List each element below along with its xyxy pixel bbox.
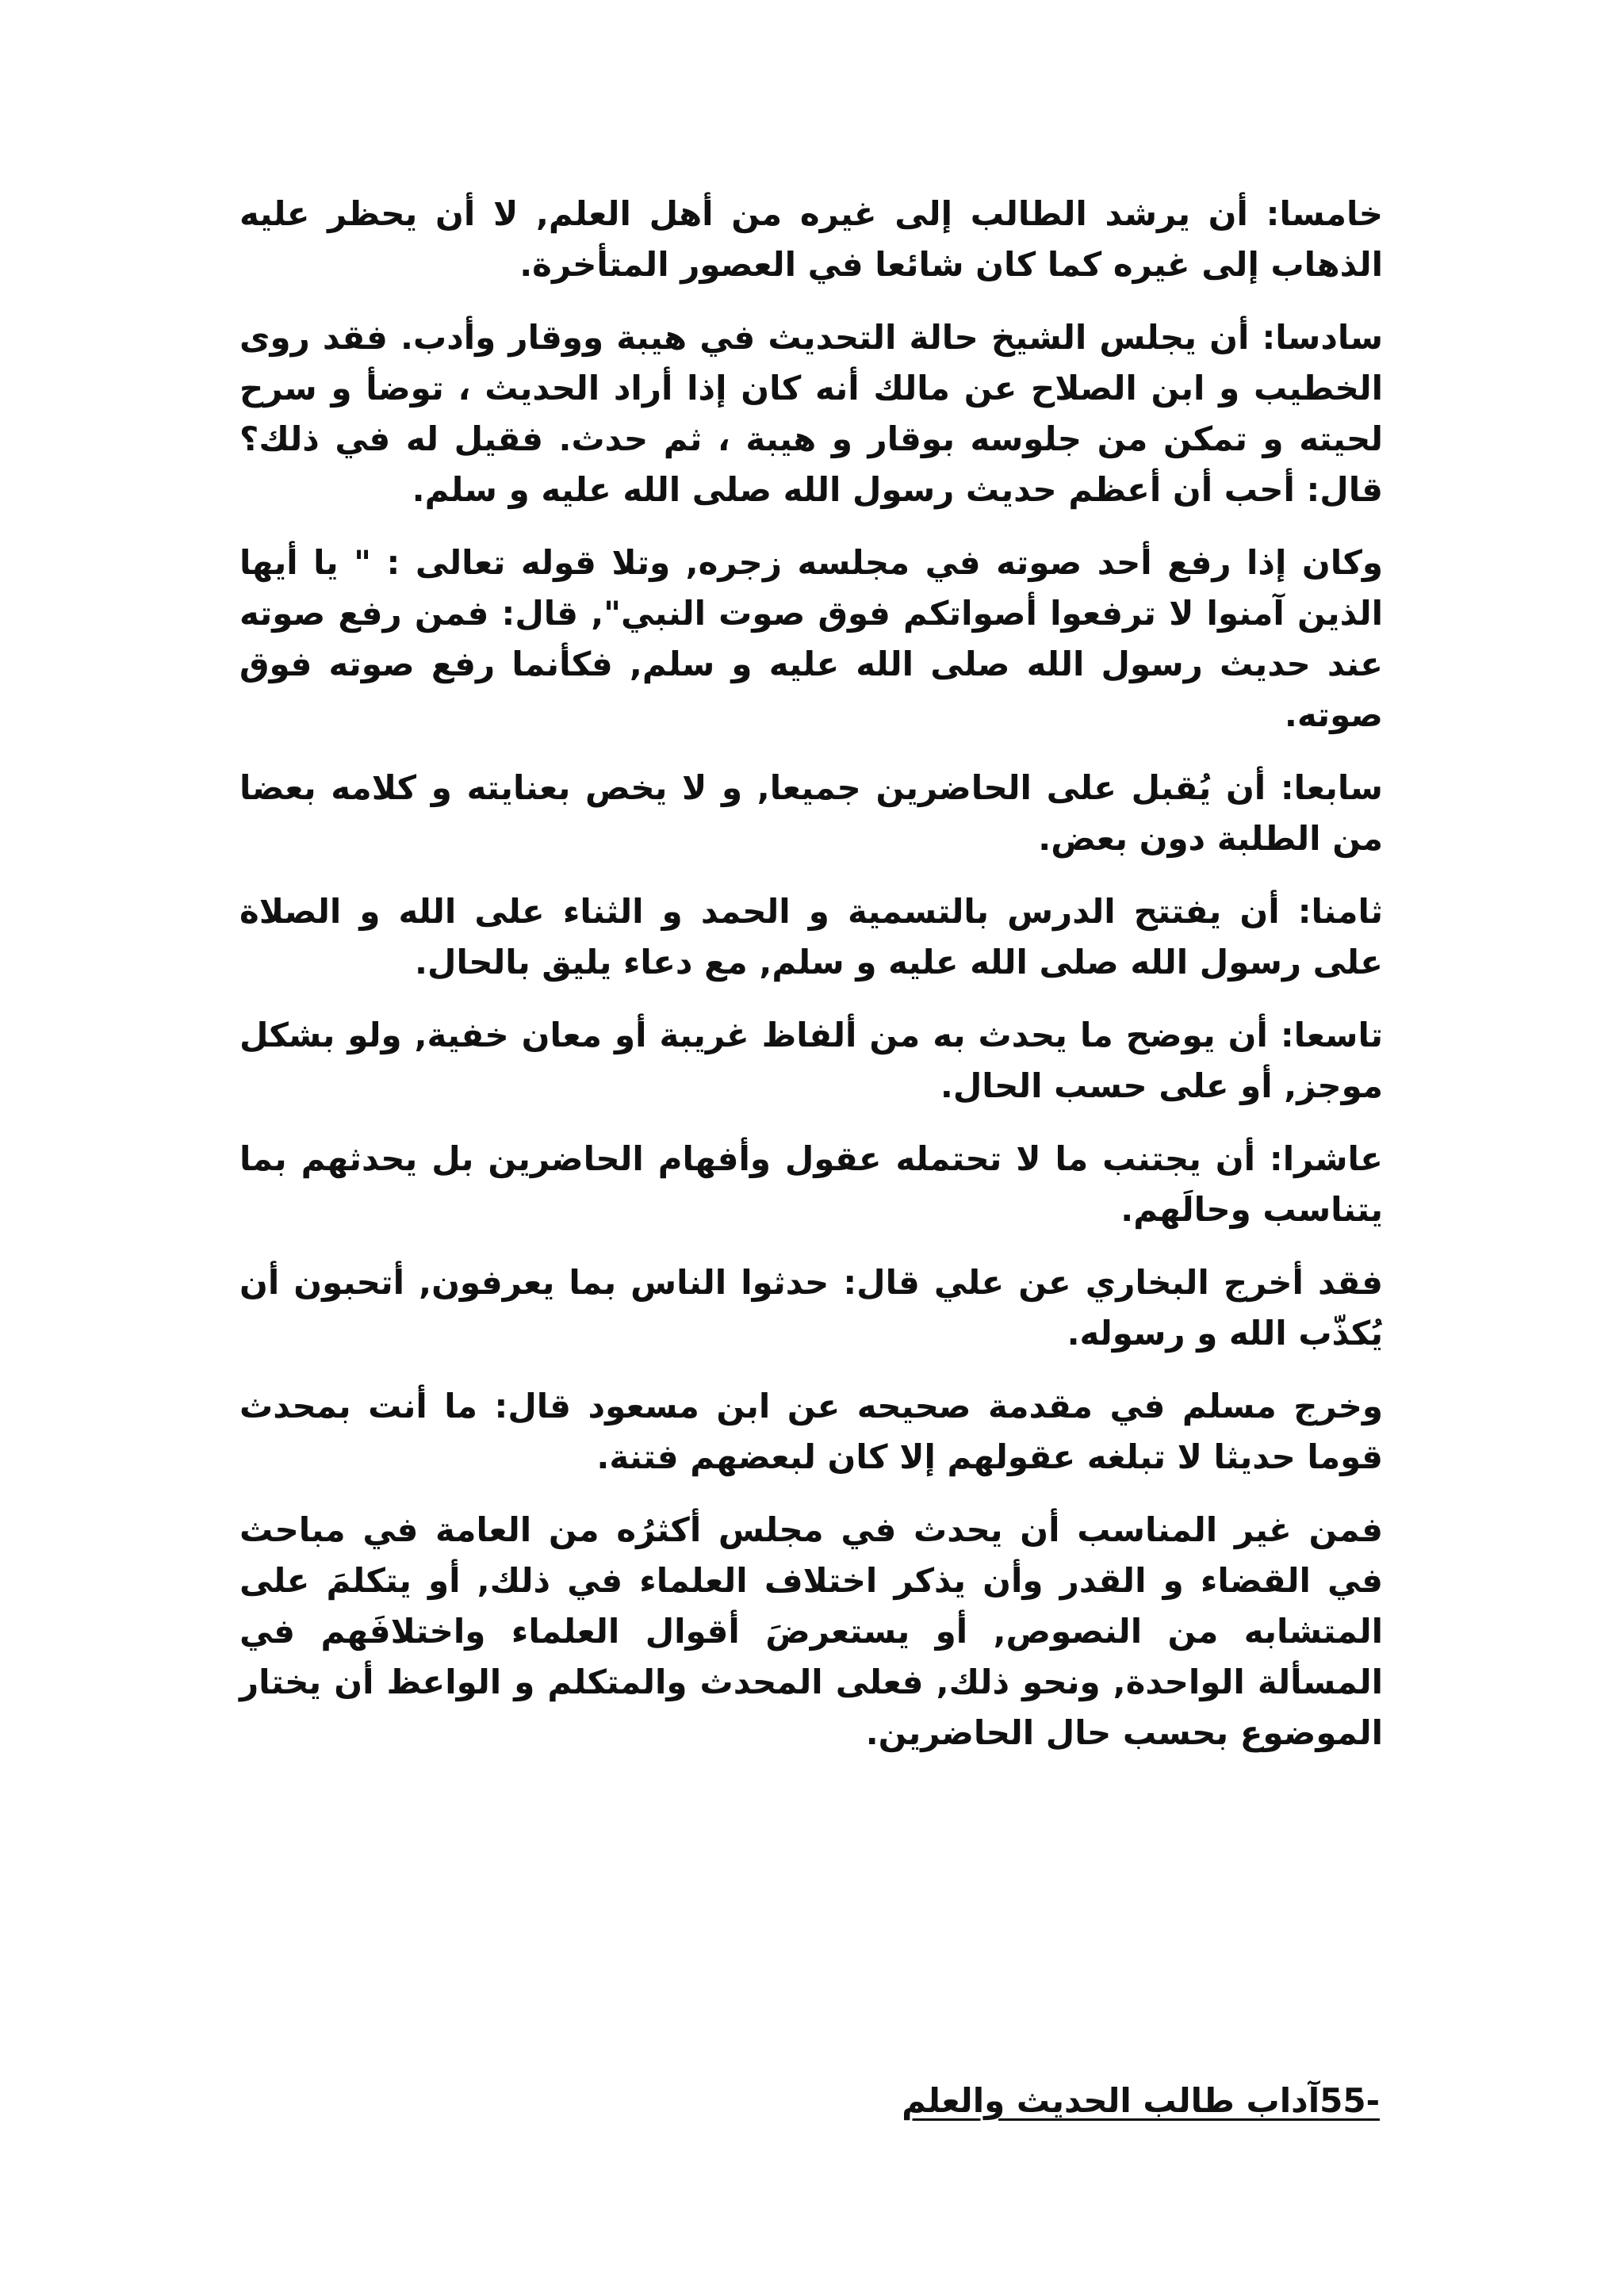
paragraph-fifth: خامسا: أن يرشد الطالب إلى غيره من أهل العلم, لا أن يحظر عليه الذهاب إلى غيره كما كان شائعا في العصور المتأخرة. [239,194,1383,284]
paragraph-bukhari: فقد أخرج البخاري عن علي قال: حدثوا الناس بما يعرفون, أتحبون أن يُكذّب الله و رسوله. [239,1263,1383,1353]
paragraph-seventh: سابعا: أن يُقبل على الحاضرين جميعا, و لا يخص بعنايته و كلامه بعضا من الطلبة دون بعض. [239,768,1383,858]
paragraph-ninth: تاسعا: أن يوضح ما يحدث به من ألفاظ غريبة أو معان خفية, ولو بشكل موجز, أو على حسب الحال. [239,1016,1383,1105]
paragraph-eighth: ثامنا: أن يفتتح الدرس بالتسمية و الحمد و الثناء على الله و الصلاة على رسول الله صلى الله عليه و سلم, مع دعاء يليق بالحال. [239,892,1383,982]
paragraph-voice: وكان إذا رفع أحد صوته في مجلسه زجره, وتلا قوله تعالى : " يا أيها الذين آمنوا لا ترفعوا أصواتكم فوق صوت النبي", قال: فمن رفع صوته عند حديث رسول الله صلى الله عليه و سلم, فكأنما رفع صوته فوق صوته. [239,543,1383,734]
paragraph-muslim: وخرج مسلم في مقدمة صحيحه عن ابن مسعود قال: ما أنت بمحدث قوما حديثا لا تبلغه عقولهم إلا كان لبعضهم فتنة. [239,1387,1383,1476]
footer-page-number-title: -55آداب طالب الحديث والعلم [902,2081,1380,2120]
paragraph-sixth: سادسا: أن يجلس الشيخ حالة التحديث في هيبة ووقار وأدب. فقد روى الخطيب و ابن الصلاح عن مالك أنه كان إذا أراد الحديث ، توضأ و سرح لحيته و تمكن من جلوسه بوقار و هيبة ، ثم حدث. فقيل له في ذلك؟ قال: أحب أن أعظم حديث رسول الله صلى الله عليه و سلم. [239,318,1383,509]
page-footer [896,2079,1380,2123]
body-text [239,189,1383,1781]
paragraph-conclusion: فمن غير المناسب أن يحدث في مجلس أكثرُه من العامة في مباحث في القضاء و القدر وأن يذكر اختلاف العلماء في ذلك, أو يتكلمَ على المتشابه من النصوص, أو يستعرضَ أقوال العلماء واختلافَهم في المسألة الواحدة, ونحو ذلك, فعلى المحدث والمتكلم و الواعظ أن يختار الموضوع بحسب حال الحاضرين. [239,1510,1383,1752]
paragraph-tenth: عاشرا: أن يجتنب ما لا تحتمله عقول وأفهام الحاضرين بل يحدثهم بما يتناسب وحالَهم. [239,1139,1383,1229]
